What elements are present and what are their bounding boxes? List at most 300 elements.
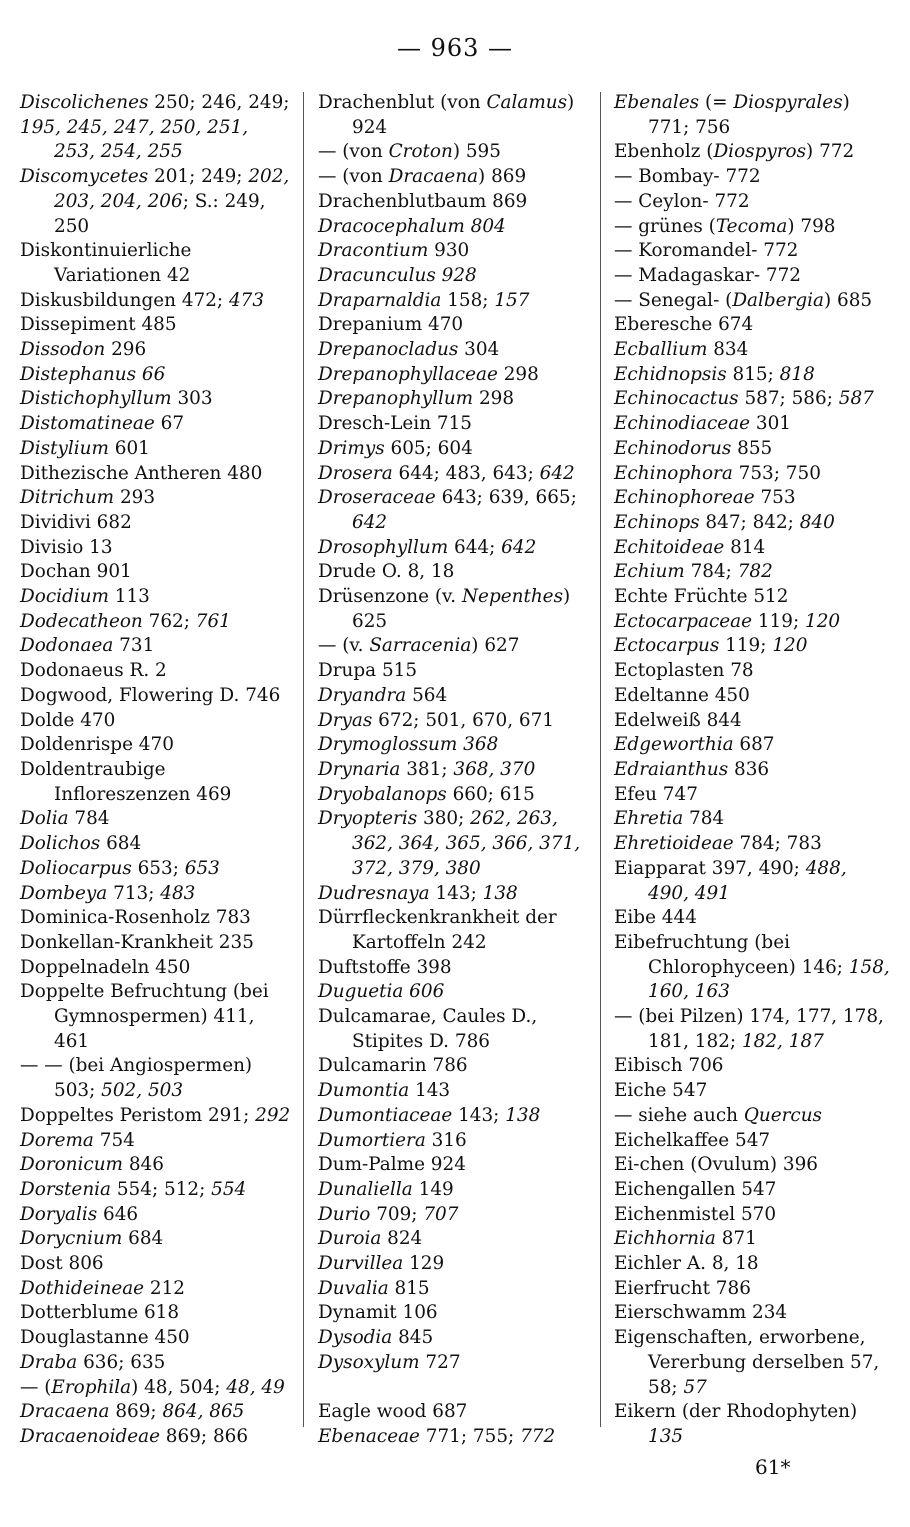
italic-text: 642 <box>539 462 575 484</box>
italic-text: 202, 203, 204, 206 <box>54 166 290 212</box>
italic-text: Quercus <box>743 1104 822 1126</box>
entry-text: Doldenrispe 470 <box>20 734 174 756</box>
index-entry <box>318 215 586 240</box>
italic-text: Distylium <box>20 437 109 459</box>
italic-text: Distephanus 66 <box>20 363 166 385</box>
index-entry <box>20 387 293 412</box>
entry-text: 119; <box>719 635 773 657</box>
index-entry <box>614 437 890 462</box>
entry-text: 212 <box>144 1277 186 1299</box>
index-entry <box>20 462 293 487</box>
entry-text: 644; 483, 643; <box>392 462 540 484</box>
italic-text: Croton <box>388 141 453 163</box>
index-entry <box>20 1400 293 1425</box>
index-entry <box>614 560 890 585</box>
italic-text: Drepanophyllum <box>318 388 474 410</box>
italic-text: Erophila <box>51 1376 132 1398</box>
index-entry <box>20 882 293 907</box>
italic-text: Ebenaceae <box>318 1425 420 1447</box>
italic-text: Drepanophyllaceae <box>318 363 498 385</box>
entry-text: 845 <box>392 1327 434 1349</box>
entry-text: — (von <box>318 166 389 188</box>
italic-text: Edraianthus <box>614 758 729 780</box>
index-entry <box>614 1203 890 1228</box>
entry-text: Dulcamarin 786 <box>318 1055 468 1077</box>
italic-text: Dorema <box>20 1129 94 1151</box>
italic-text: Echium <box>614 561 685 583</box>
entry-text: 771; 755; <box>419 1425 521 1447</box>
entry-text: 815 <box>388 1277 430 1299</box>
entry-text: 587; 586; <box>738 388 839 410</box>
entry-text: Dotterblume 618 <box>20 1302 180 1324</box>
italic-text: Drosophyllum <box>318 536 449 558</box>
index-entry <box>614 1301 890 1326</box>
italic-text: Discolichenes <box>20 92 149 113</box>
italic-text: Dorstenia <box>20 1178 112 1200</box>
index-entry <box>20 1227 293 1252</box>
index-entry <box>318 140 586 165</box>
column-divider <box>303 92 304 1427</box>
entry-text: 713; <box>107 882 161 904</box>
italic-text: Tecoma <box>715 215 788 237</box>
index-entry <box>20 857 293 882</box>
entry-text: ) 772 <box>806 141 855 163</box>
entry-text: 762; <box>142 610 196 632</box>
entry-text: 119; <box>752 610 806 632</box>
index-entry <box>614 1054 890 1079</box>
entry-text: 930 <box>428 240 470 262</box>
index-entry <box>614 536 890 561</box>
index-entry <box>614 659 890 684</box>
italic-text: Dracunculus 928 <box>318 264 477 286</box>
index-entry <box>318 1079 586 1104</box>
column-divider <box>600 92 601 1427</box>
italic-text: 642 <box>501 536 537 558</box>
index-entry <box>20 165 293 239</box>
index-entry <box>318 1376 586 1401</box>
index-entry <box>318 1153 586 1178</box>
entry-text: Efeu 747 <box>614 783 698 805</box>
index-entry <box>318 783 586 808</box>
index-entry <box>614 313 890 338</box>
index-entry <box>318 1351 586 1376</box>
entry-text: 380; <box>417 808 471 830</box>
entry-text: ) 798 <box>787 215 836 237</box>
index-entry <box>614 684 890 709</box>
index-entry <box>614 215 890 240</box>
italic-text: 761 <box>195 610 231 632</box>
entry-text: ) 685 <box>823 289 873 311</box>
entry-text: 149 <box>412 1178 454 1200</box>
italic-text: Dryandra <box>318 684 407 706</box>
italic-text: Eichhornia <box>614 1228 716 1250</box>
italic-text: 502, 503 <box>101 1080 184 1102</box>
entry-text: 653; <box>131 857 185 879</box>
index-entry <box>20 980 293 1054</box>
entry-text: Donkellan-Krankheit 235 <box>20 931 254 953</box>
italic-text: Dalbergia <box>732 289 824 311</box>
index-entry <box>614 709 890 734</box>
entry-text: Dividivi 682 <box>20 511 132 533</box>
entry-text: 814 <box>724 536 766 558</box>
entry-text: Drepanium 470 <box>318 314 464 336</box>
index-entry <box>318 684 586 709</box>
entry-text: — — (bei Angiospermen) 503; <box>20 1055 253 1102</box>
index-entry <box>614 610 890 635</box>
index-entry <box>318 1227 586 1252</box>
index-entry <box>20 486 293 511</box>
index-entry <box>318 1277 586 1302</box>
index-entry <box>20 807 293 832</box>
signature-mark: 61* <box>755 1455 791 1479</box>
index-entry <box>614 807 890 832</box>
entry-text: 301 <box>750 413 791 435</box>
entry-text: ) 627 <box>471 635 520 657</box>
italic-text: Dissodon <box>20 339 106 361</box>
index-entry <box>614 289 890 314</box>
italic-text: 138 <box>482 882 518 904</box>
index-entry <box>614 264 890 289</box>
index-entry <box>318 807 586 881</box>
index-entry <box>318 1005 586 1054</box>
entry-text: Diskusbildungen 472; <box>20 289 229 311</box>
index-entry <box>614 585 890 610</box>
index-entry <box>318 190 586 215</box>
index-entry <box>20 659 293 684</box>
italic-text: Diospyrales <box>733 92 843 113</box>
index-entry <box>20 1277 293 1302</box>
index-entry <box>318 1326 586 1351</box>
italic-text: Distichophyllum <box>20 388 172 410</box>
italic-text: 135 <box>648 1425 684 1447</box>
entry-text: Diskontinuierliche Variationen 42 <box>20 240 192 286</box>
italic-text: Dryopteris <box>318 808 418 830</box>
entry-text: Eibe 444 <box>614 907 697 929</box>
entry-text: 660; 615 <box>446 783 535 805</box>
entry-text: Eigenschaften, erworbene, Vererbung derselben 57, 58; <box>614 1327 880 1398</box>
index-entry <box>318 462 586 487</box>
index-entry <box>20 709 293 734</box>
italic-text: Diospyros <box>713 141 807 163</box>
italic-text: 195, 245, 247, 250, 251, 253, 254, 255 <box>20 116 249 163</box>
index-entry <box>318 758 586 783</box>
italic-text: Dombeya <box>20 882 108 904</box>
italic-text: 488, 490, 491 <box>648 857 847 904</box>
entry-text: Edelweiß 844 <box>614 709 742 731</box>
italic-text: Durvillea <box>318 1253 404 1275</box>
entry-text: 846 <box>123 1154 164 1176</box>
index-entry <box>318 1301 586 1326</box>
index-entry <box>614 1129 890 1154</box>
italic-text: Docidium <box>20 586 109 608</box>
index-entry <box>614 511 890 536</box>
italic-text: Dracaena <box>388 166 479 188</box>
index-entry <box>614 486 890 511</box>
index-entry <box>20 684 293 709</box>
entry-text: Dost 806 <box>20 1253 104 1275</box>
italic-text: Nepenthes <box>461 586 564 608</box>
entry-text: Drupa 515 <box>318 660 418 682</box>
index-entry <box>614 387 890 412</box>
index-entry <box>20 289 293 314</box>
index-entry <box>614 783 890 808</box>
index-entry <box>20 363 293 388</box>
entry-text: Eichenmistel 570 <box>614 1203 777 1225</box>
italic-text: 818 <box>779 363 815 385</box>
italic-text: 653 <box>184 857 220 879</box>
entry-text: Dochan 901 <box>20 561 132 583</box>
entry-text: 143 <box>409 1080 451 1102</box>
entry-text: — (v. <box>318 635 370 657</box>
entry-text: 143; <box>429 882 483 904</box>
italic-text: Drynaria <box>318 758 401 780</box>
index-entry <box>20 560 293 585</box>
entry-text: 684 <box>100 833 142 855</box>
entry-text: — (von <box>318 141 389 163</box>
italic-text: Dysodia <box>318 1327 393 1349</box>
entry-text: Duftstoffe 398 <box>318 956 452 978</box>
index-entry <box>614 239 890 264</box>
index-entry <box>614 1153 890 1178</box>
entry-text: ; S.: 249, 250 <box>54 190 266 237</box>
italic-text: Dryobalanops <box>318 783 447 805</box>
italic-text: 368, 370 <box>453 758 536 780</box>
entry-text: Eberesche 674 <box>614 314 754 336</box>
entry-text: ) 625 <box>352 586 571 632</box>
index-entry <box>318 956 586 981</box>
index-entry <box>318 659 586 684</box>
index-entry <box>318 882 586 907</box>
italic-text: Draba <box>20 1351 78 1373</box>
index-entry <box>20 1376 293 1401</box>
index-entry <box>614 1005 890 1054</box>
italic-text: Drosera <box>318 462 393 484</box>
entry-text: 129 <box>403 1253 445 1275</box>
entry-text: 644; <box>448 536 502 558</box>
entry-text: 303 <box>171 388 213 410</box>
index-entry <box>318 709 586 734</box>
index-entry <box>614 165 890 190</box>
entry-text: — siehe auch <box>614 1104 744 1126</box>
index-entry <box>318 387 586 412</box>
entry-text: Dürrfleckenkrankheit der Kartoffeln 242 <box>318 907 557 953</box>
italic-text: Dothideineae <box>20 1277 145 1299</box>
index-entry <box>20 1425 293 1450</box>
entry-text: Eikern (der Rhodophyten) <box>614 1401 858 1423</box>
index-entry <box>614 906 890 931</box>
entry-text: 834 <box>707 339 749 361</box>
italic-text: Echidnopsis <box>614 363 727 385</box>
index-entry <box>20 1326 293 1351</box>
index-entry <box>318 1178 586 1203</box>
entry-text: Dogwood, Flowering D. 746 <box>20 684 281 706</box>
entry-text: — grünes ( <box>614 215 716 237</box>
italic-text: Doryalis <box>20 1203 98 1225</box>
index-entry <box>318 634 586 659</box>
entry-text: — (bei Pilzen) 174, 177, 178, 181, 182; <box>614 1006 884 1052</box>
entry-text: Eierschwamm 234 <box>614 1302 788 1324</box>
index-entry <box>318 980 586 1005</box>
italic-text: 707 <box>423 1203 459 1225</box>
index-entry <box>318 1203 586 1228</box>
index-entry <box>318 165 586 190</box>
index-entry <box>614 140 890 165</box>
italic-text: Duroia <box>318 1228 382 1250</box>
entry-text: 67 <box>154 413 185 435</box>
italic-text: 554 <box>211 1178 247 1200</box>
index-entry <box>614 931 890 1005</box>
entry-text: Doppelte Befruchtung (bei Gymnospermen) 411, 461 <box>20 981 269 1052</box>
entry-text: 201; 249; <box>148 166 249 188</box>
index-entry <box>318 1129 586 1154</box>
index-entry <box>20 1203 293 1228</box>
entry-text: 824 <box>381 1228 423 1250</box>
entry-text: 636; 635 <box>77 1351 166 1373</box>
index-entry <box>318 585 586 634</box>
entry-text: 784; 783 <box>733 833 822 855</box>
entry-text: Eichengallen 547 <box>614 1178 777 1200</box>
italic-text: Ectocarpaceae <box>614 610 753 632</box>
entry-text: — Madagaskar- 772 <box>614 264 802 286</box>
index-entry <box>20 412 293 437</box>
index-entry <box>318 437 586 462</box>
entry-text: Dresch-Lein 715 <box>318 413 472 435</box>
entry-text: Ectoplasten 78 <box>614 660 754 682</box>
index-entry <box>614 462 890 487</box>
entry-text: Douglastanne 450 <box>20 1327 190 1349</box>
italic-text: 120 <box>772 635 808 657</box>
entry-text: 304 <box>458 339 500 361</box>
italic-text: Echinophora <box>614 462 733 484</box>
index-column-3 <box>614 91 890 1450</box>
index-entry <box>614 91 890 140</box>
index-entry <box>20 610 293 635</box>
italic-text: Echinocactus <box>614 388 739 410</box>
italic-text: Ditrichum <box>20 487 115 509</box>
index-entry <box>20 536 293 561</box>
index-entry <box>20 1178 293 1203</box>
index-entry <box>318 1400 586 1425</box>
index-entry <box>318 91 586 140</box>
index-entry <box>20 634 293 659</box>
entry-text: 143; <box>452 1104 506 1126</box>
index-entry <box>20 511 293 536</box>
entry-text: 298 <box>473 388 515 410</box>
index-entry <box>318 1425 586 1450</box>
entry-text: — Koromandel- 772 <box>614 240 799 262</box>
entry-text: — ( <box>20 1376 52 1398</box>
entry-text: 869; <box>109 1401 163 1423</box>
index-entry <box>20 1351 293 1376</box>
italic-text: Dolichos <box>20 833 101 855</box>
entry-text: Ei-chen (Ovulum) 396 <box>614 1154 819 1176</box>
entry-text: Drachenblutbaum 869 <box>318 190 528 212</box>
entry-text: 643; 639, 665; <box>435 487 577 509</box>
index-entry <box>614 1104 890 1129</box>
index-entry <box>318 1252 586 1277</box>
entry-text: ) 771; 756 <box>648 92 850 138</box>
index-entry <box>614 733 890 758</box>
index-entry <box>20 1104 293 1129</box>
page-number: — 963 — <box>396 34 514 62</box>
entry-text: Eichler A. 8, 18 <box>614 1253 759 1275</box>
index-entry <box>614 1277 890 1302</box>
entry-text: Drüsenzone (v. <box>318 586 462 608</box>
index-entry <box>614 758 890 783</box>
entry-text: Doppeltes Peristom 291; <box>20 1104 256 1126</box>
index-entry <box>318 733 586 758</box>
italic-text: Duvalia <box>318 1277 389 1299</box>
entry-text: 687 <box>733 734 775 756</box>
entry-text: 815; <box>726 363 780 385</box>
index-entry <box>318 239 586 264</box>
index-entry <box>614 363 890 388</box>
index-entry <box>20 832 293 857</box>
entry-text: — Bombay- 772 <box>614 166 761 188</box>
index-entry <box>318 1104 586 1129</box>
italic-text: 782 <box>737 561 773 583</box>
index-entry <box>20 758 293 807</box>
italic-text: Edgeworthia <box>614 734 734 756</box>
italic-text: Drymoglossum 368 <box>318 734 499 756</box>
entry-text: Ebenholz ( <box>614 141 714 163</box>
entry-text: 731 <box>113 635 155 657</box>
italic-text: Ebenales <box>614 92 700 113</box>
entry-text: 646 <box>97 1203 139 1225</box>
italic-text: 138 <box>505 1104 541 1126</box>
italic-text: Dracaena <box>20 1401 110 1423</box>
entry-text: 672; 501, 670, 671 <box>372 709 555 731</box>
entry-text: 684 <box>122 1228 164 1250</box>
index-entry <box>20 931 293 956</box>
entry-text: 784; <box>684 561 738 583</box>
index-entry <box>318 363 586 388</box>
index-column-1 <box>20 91 293 1450</box>
entry-text: — Senegal- ( <box>614 289 733 311</box>
entry-text: 113 <box>108 586 150 608</box>
entry-text: Eiapparat 397, 490; <box>614 857 806 879</box>
entry-text: 784 <box>683 808 725 830</box>
italic-text: Dudresnaya <box>318 882 430 904</box>
italic-text: Echinops <box>614 511 700 533</box>
italic-text: Drimys <box>318 437 385 459</box>
index-entry <box>20 906 293 931</box>
italic-text: Echinodorus <box>614 437 732 459</box>
index-entry <box>614 832 890 857</box>
entry-text: 554; 512; <box>111 1178 212 1200</box>
italic-text: Dodecatheon <box>20 610 143 632</box>
italic-text: Dunaliella <box>318 1178 413 1200</box>
entry-text: Eibefruchtung (bei Chlorophyceen) 146; <box>614 931 849 978</box>
italic-text: Dysoxylum <box>318 1351 420 1373</box>
index-entry <box>20 733 293 758</box>
entry-text: 871 <box>715 1228 757 1250</box>
entry-text: 753; 750 <box>732 462 821 484</box>
entry-text: 316 <box>425 1129 467 1151</box>
entry-text: Divisio 13 <box>20 536 113 558</box>
index-entry <box>614 1079 890 1104</box>
index-entry <box>20 1054 293 1103</box>
index-entry <box>614 1326 890 1400</box>
index-entry <box>318 412 586 437</box>
italic-text: Distomatineae <box>20 413 155 435</box>
italic-text: Echitoideae <box>614 536 725 558</box>
entry-text: — Ceylon- 772 <box>614 190 750 212</box>
index-entry <box>614 412 890 437</box>
index-entry <box>614 338 890 363</box>
italic-text: 483 <box>160 882 196 904</box>
italic-text: 772 <box>520 1425 556 1447</box>
